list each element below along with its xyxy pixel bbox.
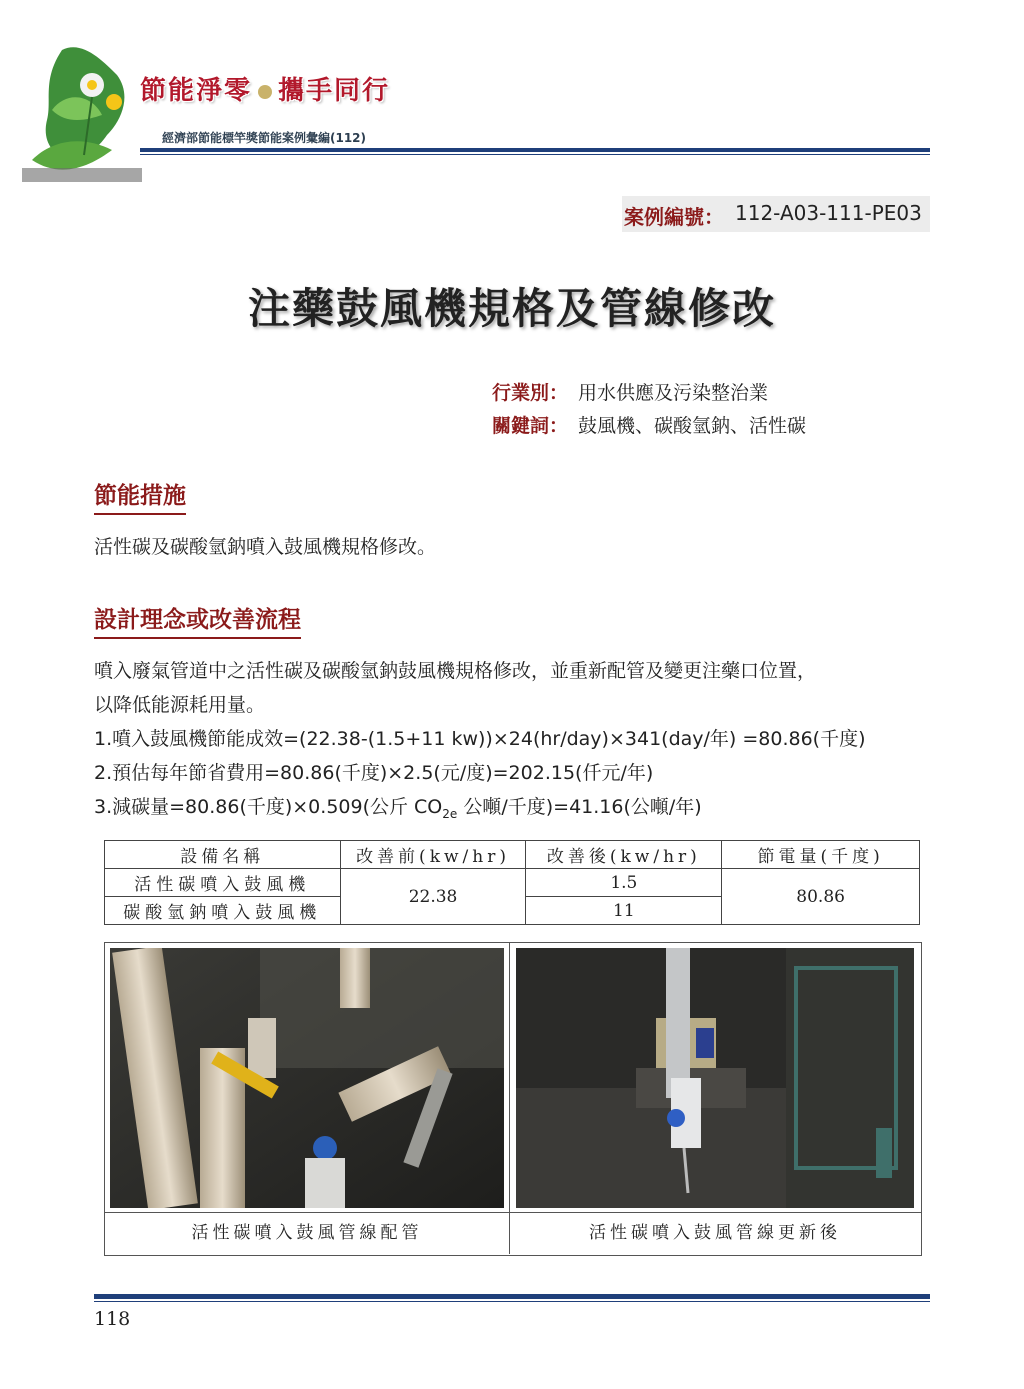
logo-graphic bbox=[22, 40, 152, 190]
savings-table bbox=[104, 840, 920, 925]
slogan-part2: 攜手同行 bbox=[278, 76, 391, 106]
keywords-value: 鼓風機、碳酸氫鈉、活性碳 bbox=[578, 415, 807, 437]
table-header: 設備名稱 bbox=[105, 841, 341, 869]
slogan-part1: 節能淨零 bbox=[140, 76, 253, 106]
keywords-label: 關鍵詞： bbox=[492, 415, 569, 437]
table-row bbox=[105, 869, 920, 897]
design-line-5 bbox=[94, 790, 944, 831]
footer-rule bbox=[94, 1294, 930, 1299]
table-header: 改善前(kw/hr) bbox=[340, 841, 526, 869]
design-line-3: 1.噴入鼓風機節能成效=(22.38-(1.5+11 kw))×24(hr/day)×341(day/年) =80.86(千度) bbox=[94, 728, 866, 750]
header-rule bbox=[140, 148, 930, 152]
photo-caption-right: 活性碳噴入鼓風管線更新後 bbox=[589, 1223, 841, 1243]
design-line-1: 噴入廢氣管道中之活性碳及碳酸氫鈉鼓風機規格修改，並重新配管及變更注藥口位置， bbox=[94, 660, 817, 682]
table-header: 改善後(kw/hr) bbox=[526, 841, 722, 869]
design-line-5-post: 公噸/千度)=41.16(公噸/年) bbox=[457, 796, 702, 818]
page-title: 注藥鼓風機規格及管線修改 bbox=[247, 284, 776, 333]
table-cell-before: 22.38 bbox=[340, 869, 526, 925]
section-body-design bbox=[94, 654, 944, 831]
table-header-row bbox=[105, 841, 920, 869]
photo-caption-left: 活性碳噴入鼓風管線配管 bbox=[191, 1223, 423, 1243]
caption-rule bbox=[104, 1212, 922, 1213]
header-subtitle: 經濟部節能標竿獎節能案例彙編(112) bbox=[162, 131, 367, 145]
co2e-subscript: 2e bbox=[442, 806, 458, 821]
table-header: 節電量(千度) bbox=[722, 841, 920, 869]
section-heading-design: 設計理念或改善流程 bbox=[94, 601, 301, 639]
design-line-4: 2.預估每年節省費用=80.86(千度)×2.5(元/度)=202.15(仟元/年) bbox=[94, 762, 654, 784]
table-cell-saving: 80.86 bbox=[722, 869, 920, 925]
section-body-measures: 活性碳及碳酸氫鈉噴入鼓風機規格修改。 bbox=[94, 536, 437, 558]
photo-divider bbox=[509, 942, 510, 1254]
footer-rule-thin bbox=[94, 1301, 930, 1302]
page-number: 118 bbox=[94, 1308, 131, 1330]
table-cell-after: 11 bbox=[526, 897, 722, 925]
case-number-value: 112-A03-111-PE03 bbox=[735, 201, 922, 225]
photo-piping-updated bbox=[516, 948, 914, 1208]
table-cell-name: 活性碳噴入鼓風機 bbox=[105, 869, 341, 897]
industry-label: 行業別： bbox=[492, 382, 569, 404]
table-cell-name: 碳酸氫鈉噴入鼓風機 bbox=[105, 897, 341, 925]
section-heading-measures: 節能措施 bbox=[94, 477, 186, 515]
industry-value: 用水供應及污染整治業 bbox=[578, 382, 769, 404]
photo-piping-install bbox=[110, 948, 504, 1208]
slogan bbox=[140, 70, 390, 107]
design-line-5-pre: 3.減碳量=80.86(千度)×0.509(公斤 CO bbox=[94, 796, 443, 818]
table-cell-after: 1.5 bbox=[526, 869, 722, 897]
case-number-label: 案例編號： bbox=[624, 205, 724, 229]
header-rule-thin bbox=[140, 154, 930, 155]
design-line-2: 以降低能源耗用量。 bbox=[94, 694, 266, 716]
flower-icon bbox=[258, 85, 272, 99]
